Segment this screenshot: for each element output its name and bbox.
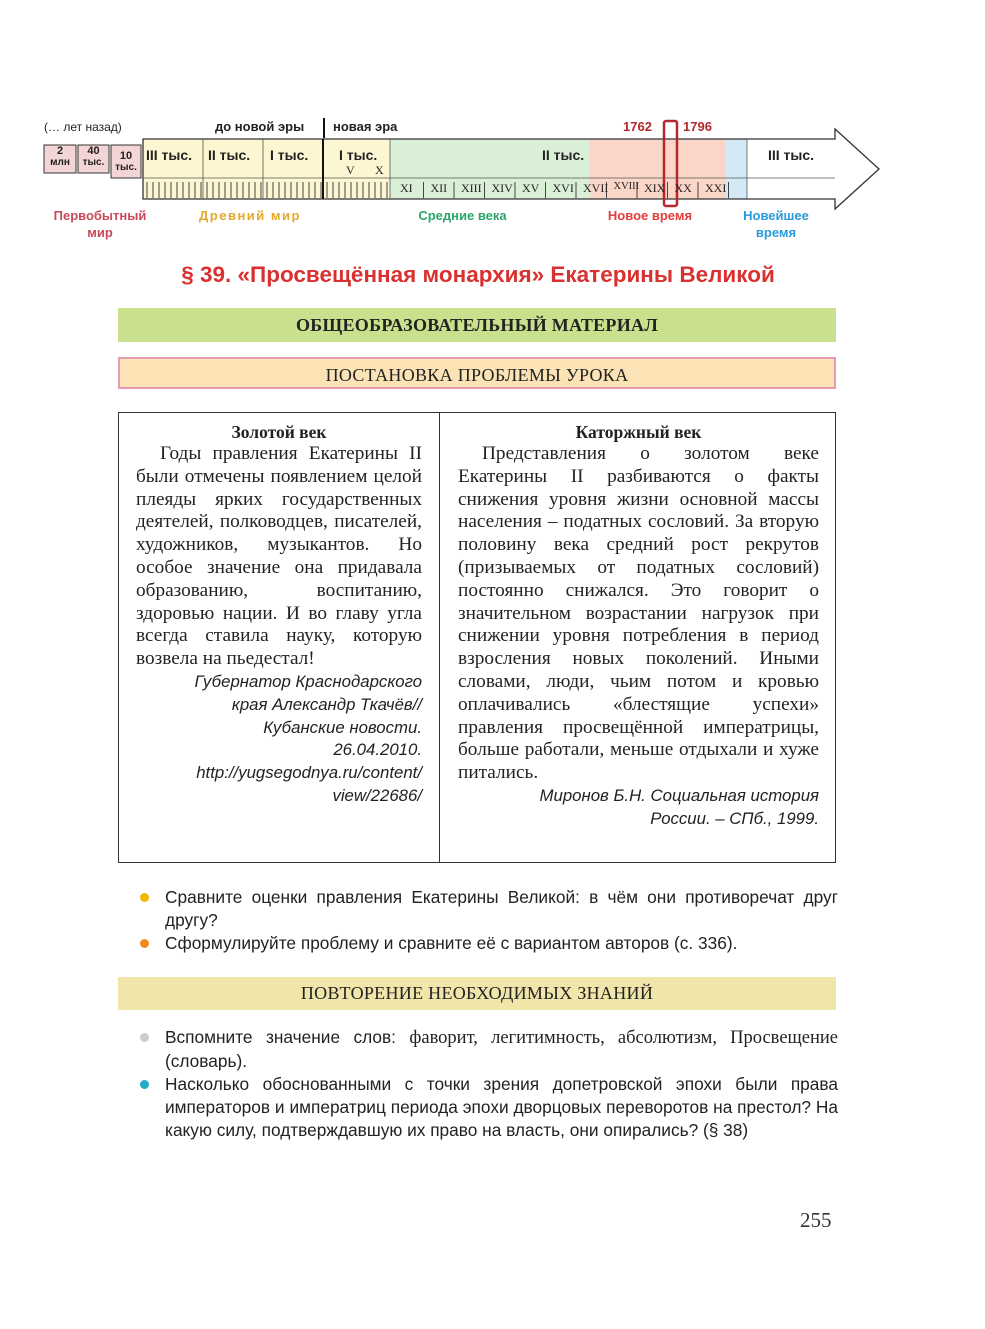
left-source-1: Губернатор Краснодарского: [194, 671, 422, 691]
years-ago-label: (… лет назад): [44, 120, 122, 134]
timeline: [0, 0, 985, 250]
century-label: XX: [674, 181, 692, 195]
bullet-icon: [140, 939, 149, 948]
millennium-bce1: I тыс.: [270, 147, 309, 163]
right-column-text: Представления о золотом веке Екатерины II разбиваются о факты снижения уровня жизни основной массы населения – податных сословий. За вторую половину века средний рост рекрутов (призываемых от податных сословий) постоянно снижался. Это говорит о значительном возрастании нагрузок при снижении уровня потребления в период взросления новых поколений. Иными словами, люди, чьим потом и кровью оплачивались «блестящие успехи» правления просвещённой императрицы, больше работали, меньше отдыхали и хуже питались.: [458, 443, 819, 784]
right-column-heading: Каторжный век: [575, 422, 702, 442]
task-text: Сравните оценки правления Екатерины Великой: в чём они противоречат друг другу?: [165, 887, 838, 930]
century-label: XVII: [583, 181, 609, 195]
review-item: [140, 1026, 838, 1073]
era-new: Новое время: [607, 208, 693, 223]
review-list: [140, 1026, 838, 1142]
left-source-4: 26.04.2010.: [333, 740, 422, 760]
ce-label: новая эра: [333, 119, 398, 134]
century-label: XI: [400, 181, 413, 195]
century-v: V: [346, 163, 355, 177]
band-general-material: ОБЩЕОБРАЗОВАТЕЛЬНЫЙ МАТЕРИАЛ: [118, 308, 836, 342]
cell-2-million-bottom: млн: [50, 157, 70, 168]
era-primitive: Первобытный мир: [53, 208, 147, 240]
right-column: [458, 421, 819, 831]
page-title: § 39. «Просвещённая монархия» Екатерины Великой: [181, 262, 775, 287]
cell-40-thousand-bottom: тыс.: [82, 157, 105, 168]
task-item: [140, 932, 838, 955]
cell-10-thousand: [111, 151, 141, 173]
bullet-icon: [140, 1080, 149, 1089]
review-lead: Вспомните значение слов:: [165, 1027, 396, 1047]
millennium-ce3: III тыс.: [768, 147, 815, 163]
century-x: X: [375, 163, 384, 177]
millennium-bce3: III тыс.: [146, 147, 193, 163]
year-end: 1796: [683, 119, 712, 134]
century-label: XV: [522, 181, 540, 195]
cell-40-thousand-top: 40: [87, 145, 100, 157]
century-label: XIV: [491, 181, 513, 195]
era-middle: Средние века: [418, 208, 507, 223]
left-column-text: Годы правления Екатерины II были отмечены появлением целой плеяды ярких государственных деятелей, полководцев, писателей, художников, музыкантов. Но особое значение она придавала образованию, воспитанию, здоровью нации. И во главу угла всегда ставила науку, которую возвела на пьедестал!: [136, 443, 422, 670]
task-list: [140, 886, 838, 955]
comparison-divider: [439, 412, 440, 863]
era-newest: Новейшее время: [743, 208, 809, 240]
millennium-ce2: II тыс.: [542, 147, 585, 163]
millennium-ce1: I тыс.: [339, 147, 378, 163]
band-problem-statement: ПОСТАНОВКА ПРОБЛЕМЫ УРОКА: [118, 357, 836, 389]
left-column-heading: Золотой век: [231, 422, 327, 442]
right-source-1: Миронов Б.Н. Социальная история: [539, 785, 819, 805]
bce-label: до новой эры: [215, 119, 305, 134]
century-label: XVIII: [613, 181, 640, 192]
left-source-6: view/22686/: [332, 785, 422, 805]
left-source-5: http://yugsegodnya.ru/content/: [196, 763, 422, 783]
page-number: 255: [800, 1208, 832, 1232]
millennium-bce2: II тыс.: [208, 147, 251, 163]
century-label: XXI: [705, 181, 727, 195]
band-review: ПОВТОРЕНИЕ НЕОБХОДИМЫХ ЗНАНИЙ: [118, 977, 836, 1010]
century-label: XIX: [644, 181, 666, 195]
review-text: Насколько обоснованными с точки зрения допетровской эпохи были права императоров и императриц периода эпохи дворцовых переворотов на престол? На какую силу, подтверждавшую их право на власть, они опирались? (§ 38): [165, 1074, 838, 1140]
cell-10-thousand-bottom: тыс.: [115, 162, 137, 173]
century-label: XIII: [461, 181, 482, 195]
century-row: [0, 181, 985, 197]
century-label: XVI: [552, 181, 574, 195]
century-label: XII: [430, 181, 448, 195]
cell-2-million: [44, 146, 76, 168]
task-text: Сформулируйте проблему и сравните её с вариантом авторов (с. 336).: [165, 933, 738, 953]
bullet-icon: [140, 1033, 149, 1042]
cell-2-million-top: 2: [56, 145, 64, 157]
left-column: [136, 421, 422, 808]
era-ancient: Древний мир: [199, 208, 301, 223]
bullet-icon: [140, 893, 149, 902]
task-item: [140, 886, 838, 932]
left-source-3: Кубанские новости.: [263, 717, 422, 737]
right-source-2: России. – СПб., 1999.: [650, 808, 819, 828]
left-source-2: края Александр Ткачёв//: [231, 694, 422, 714]
review-tail: (словарь).: [165, 1051, 248, 1071]
year-start: 1762: [623, 119, 652, 134]
cell-10-thousand-top: 10: [119, 150, 133, 162]
review-item: [140, 1073, 838, 1142]
review-terms: фаворит, легитимность, абсолютизм, Просвещение: [409, 1028, 838, 1048]
cell-40-thousand: [78, 146, 109, 168]
